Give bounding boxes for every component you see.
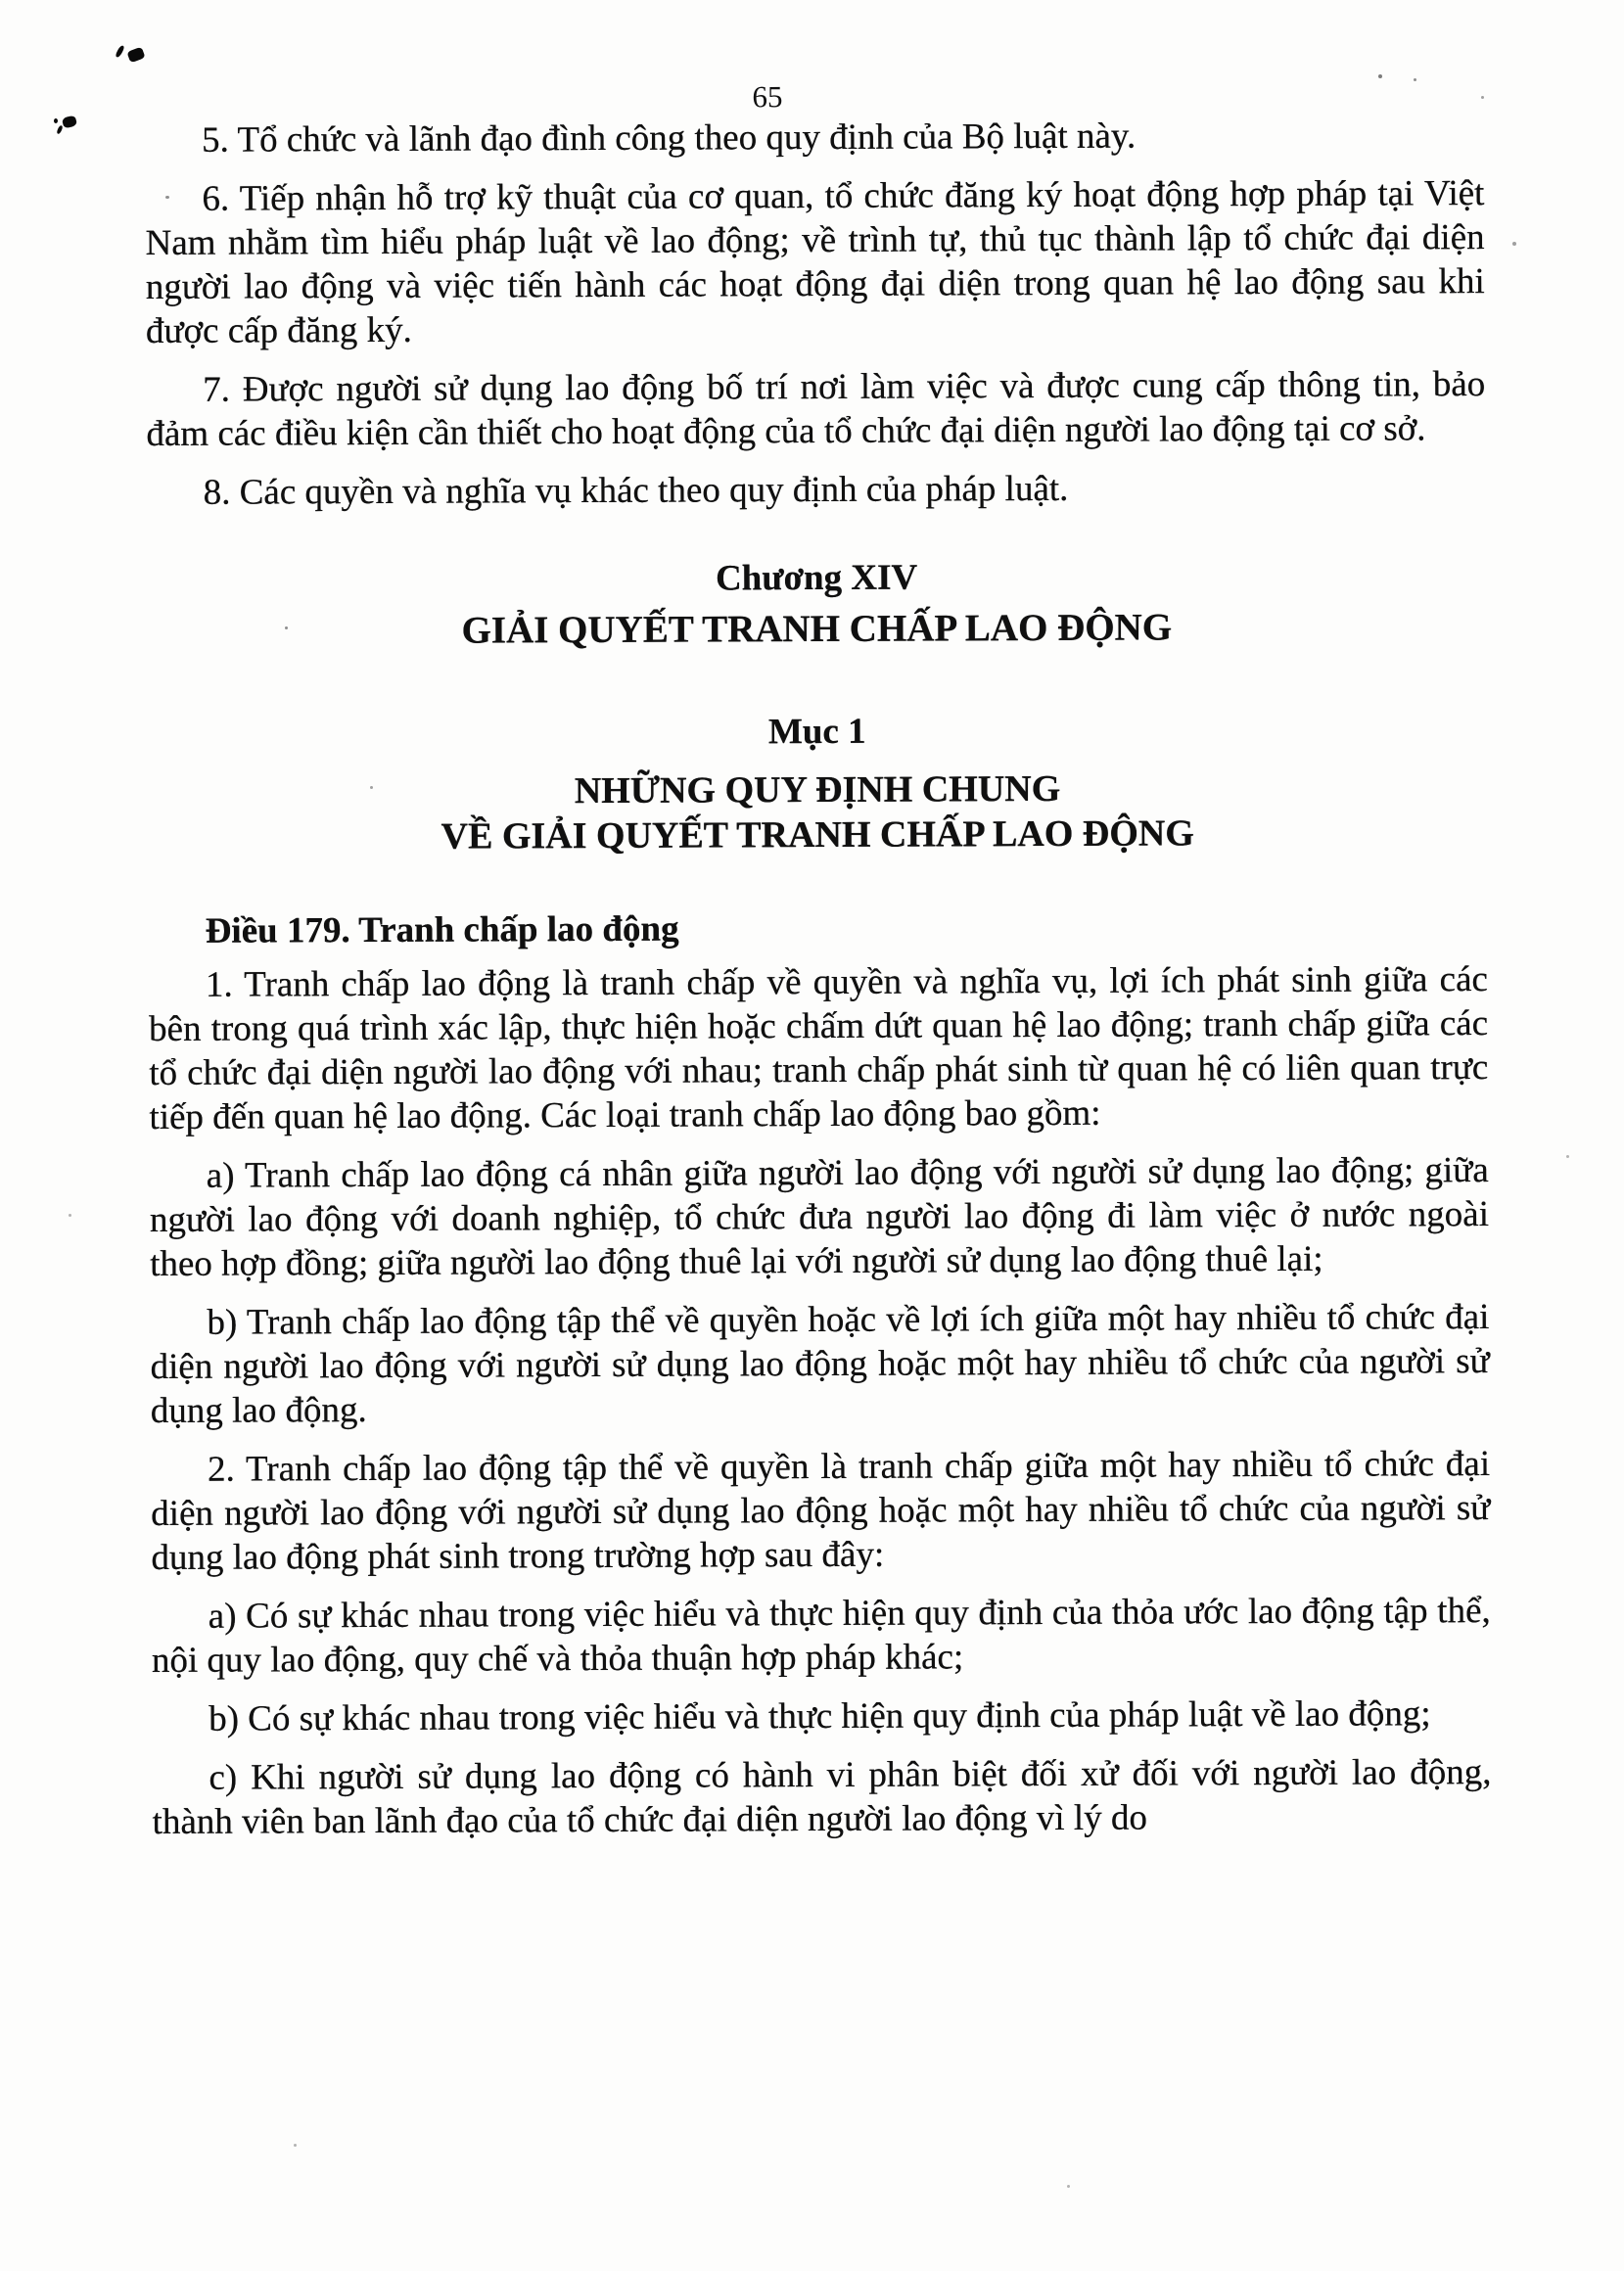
clause-6-paragraph: 6. Tiếp nhận hỗ trợ kỹ thuật của cơ quan, tổ chức đăng ký hoạt động hợp pháp tại Việt Nam nhằm tìm hiểu pháp luật về lao động; về trình tự, thủ tục thành lập tổ chức đại diện người lao động và việc tiến hành các hoạt động đại diện trong quan hệ lao động sau khi được cấp đăng ký. xyxy=(145,173,1485,351)
section-label: Mục 1 xyxy=(767,711,866,753)
page-number: 65 xyxy=(752,79,783,115)
section-title-line1: NHỮNG QUY ĐỊNH CHUNG xyxy=(574,767,1061,812)
ink-smudge xyxy=(56,125,63,135)
ink-smudge xyxy=(54,118,58,123)
clause-2-point-a-paragraph: a) Có sự khác nhau trong việc hiểu và thực hiện quy định của thỏa ước lao động tập thể, nội quy lao động, quy chế và thỏa thuận hợp pháp khác; xyxy=(151,1591,1491,1681)
scan-speck xyxy=(1512,242,1516,246)
clause-5-paragraph: 5. Tổ chức và lãnh đạo đình công theo quy định của Bộ luật này. xyxy=(202,116,1137,161)
clause-2-point-b-paragraph: b) Có sự khác nhau trong việc hiểu và thực hiện quy định của pháp luật về lao động; xyxy=(209,1693,1431,1739)
scan-speck xyxy=(1566,1155,1569,1158)
point-a-paragraph: a) Tranh chấp lao động cá nhân giữa người lao động với người sử dụng lao động; giữa người lao động với doanh nghiệp, tổ chức đưa người lao động đi làm việc ở nước ngoài theo hợp đồng; giữa người lao động thuê lại với người sử dụng lao động thuê lại; xyxy=(149,1150,1490,1284)
scan-speck xyxy=(69,1214,71,1217)
clause-2-point-c-paragraph: c) Khi người sử dụng lao động có hành vi phân biệt đối xử đối với người lao động, thành viên ban lãnh đạo của tổ chức đại diện người lao động vì lý do xyxy=(152,1752,1492,1842)
chapter-label: Chương XIV xyxy=(715,557,918,599)
page-content xyxy=(145,0,1492,1859)
point-b-paragraph: b) Tranh chấp lao động tập thể về quyền hoặc về lợi ích giữa một hay nhiều tổ chức đại diện người lao động với người sử dụng lao động hoặc một hay nhiều tổ chức của người sử dụng lao động. xyxy=(150,1297,1490,1431)
clause-1-paragraph: 1. Tranh chấp lao động là tranh chấp về quyền và nghĩa vụ, lợi ích phát sinh giữa các bên trong quá trình xác lập, thực hiện hoặc chấm dứt quan hệ lao động; tranh chấp giữa các tổ chức đại diện người lao động với nhau; tranh chấp phát sinh từ quan hệ có liên quan trực tiếp đến quan hệ lao động. Các loại tranh chấp lao động bao gồm: xyxy=(149,959,1489,1137)
clause-2-paragraph: 2. Tranh chấp lao động tập thể về quyền là tranh chấp giữa một hay nhiều tổ chức đại diện người lao động với người sử dụng lao động hoặc một hay nhiều tổ chức của người sử dụng lao động phát sinh trong trường hợp sau đây: xyxy=(151,1444,1491,1578)
chapter-title: GIẢI QUYẾT TRANH CHẤP LAO ĐỘNG xyxy=(461,606,1173,652)
clause-8-paragraph: 8. Các quyền và nghĩa vụ khác theo quy định của pháp luật. xyxy=(203,468,1069,513)
clause-7-paragraph: 7. Được người sử dụng lao động bố trí nơi làm việc và được cung cấp thông tin, bảo đảm các điều kiện cần thiết cho hoạt động của tổ chức đại diện người lao động tại cơ sở. xyxy=(146,364,1486,454)
article-179-heading: Điều 179. Tranh chấp lao động xyxy=(205,908,679,951)
section-title-line2: VỀ GIẢI QUYẾT TRANH CHẤP LAO ĐỘNG xyxy=(441,812,1194,857)
scan-speck xyxy=(1067,2185,1070,2188)
ink-smudge xyxy=(62,115,77,128)
ink-smudge xyxy=(126,47,145,64)
ink-smudge xyxy=(115,45,125,59)
scan-speck xyxy=(294,2144,297,2147)
